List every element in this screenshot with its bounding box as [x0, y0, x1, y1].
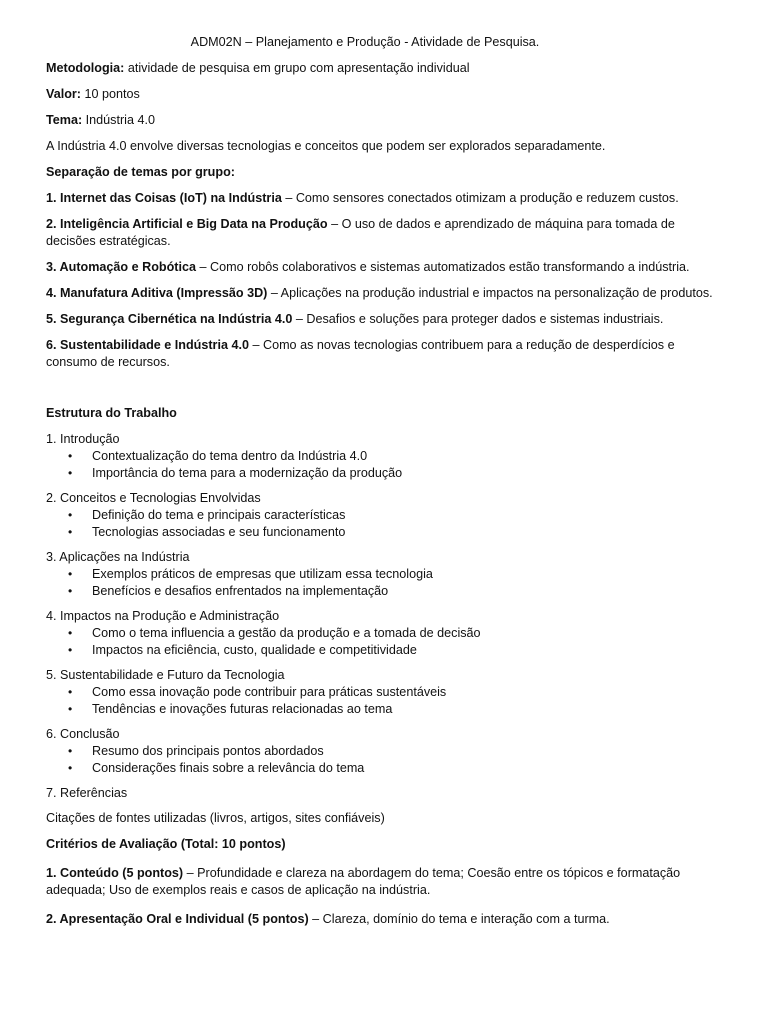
bullet-list	[46, 684, 720, 718]
outline-section	[46, 608, 720, 659]
bullet-item	[68, 684, 720, 701]
valor-value: 10 pontos	[81, 87, 140, 101]
group-desc: – Aplicações na produção industrial e impactos na personalização de produtos.	[267, 286, 713, 300]
structure-outline	[46, 431, 720, 802]
criteria-title: 2. Apresentação Oral e Individual (5 pontos)	[46, 912, 309, 926]
bullet-item	[68, 760, 720, 777]
group-desc: – O uso de dados e aprendizado de máquina para tomada de decisões estratégicas.	[46, 217, 675, 248]
metodologia-line	[46, 60, 720, 77]
bullet-text: Exemplos práticos de empresas que utilizam essa tecnologia	[92, 567, 433, 581]
bullet-item	[68, 701, 720, 718]
outline-section-title: 1. Introdução	[46, 432, 120, 446]
outline-section-title: 5. Sustentabilidade e Futuro da Tecnologia	[46, 668, 285, 682]
criteria-desc: – Clareza, domínio do tema e interação com a turma.	[308, 912, 610, 926]
bullet-item	[68, 524, 720, 541]
outline-section	[46, 667, 720, 718]
document-title: ADM02N – Planejamento e Produção - Atividade de Pesquisa.	[190, 35, 540, 49]
bullet-text: Benefícios e desafios enfrentados na implementação	[92, 584, 389, 598]
spacer	[46, 380, 720, 405]
bullet-text: Definição do tema e principais características	[92, 508, 346, 522]
bullet-list	[46, 743, 720, 777]
bullet-text: Resumo dos principais pontos abordados	[92, 744, 324, 758]
bullet-icon: •	[68, 508, 73, 522]
bullet-item	[68, 507, 720, 524]
group-item	[46, 216, 720, 250]
bullet-icon: •	[68, 761, 73, 775]
bullet-icon: •	[68, 567, 73, 581]
bullet-icon: •	[68, 525, 73, 539]
group-item	[46, 259, 720, 276]
references-text: Citações de fontes utilizadas (livros, artigos, sites confiáveis)	[46, 811, 385, 825]
criteria-desc: – Profundidade e clareza na abordagem do tema; Coesão entre os tópicos e formatação adequada; Uso de exemplos reais e casos de aplicação na indústria.	[46, 866, 681, 897]
bullet-list	[46, 507, 720, 541]
bullet-text: Tendências e inovações futuras relacionadas ao tema	[92, 702, 393, 716]
tema-label: Tema:	[46, 113, 83, 127]
bullet-item	[68, 448, 720, 465]
metodologia-label: Metodologia:	[46, 61, 125, 75]
group-desc: – Como robôs colaborativos e sistemas automatizados estão transformando a indústria.	[196, 260, 690, 274]
outline-section	[46, 549, 720, 600]
criteria-title: 1. Conteúdo (5 pontos)	[46, 866, 184, 880]
bullet-item	[68, 583, 720, 600]
group-title: 1. Internet das Coisas (IoT) na Indústria	[46, 191, 282, 205]
bullet-text: Tecnologias associadas e seu funcionamento	[92, 525, 346, 539]
bullet-icon: •	[68, 685, 73, 699]
criteria-heading-text: Critérios de Avaliação (Total: 10 pontos)	[46, 837, 286, 851]
outline-section	[46, 726, 720, 777]
tema-value: Indústria 4.0	[82, 113, 155, 127]
structure-heading	[46, 405, 720, 422]
criteria-heading	[46, 836, 720, 853]
groups-list	[46, 190, 720, 371]
group-desc: – Como as novas tecnologias contribuem para a redução de desperdícios e consumo de recursos.	[46, 338, 675, 369]
bullet-text: Como essa inovação pode contribuir para práticas sustentáveis	[92, 685, 447, 699]
bullet-list	[46, 566, 720, 600]
bullet-text: Como o tema influencia a gestão da produção e a tomada de decisão	[92, 626, 481, 640]
valor-line	[46, 86, 720, 103]
outline-section-title: 3. Aplicações na Indústria	[46, 550, 190, 564]
bullet-text: Considerações finais sobre a relevância do tema	[92, 761, 365, 775]
intro-paragraph: A Indústria 4.0 envolve diversas tecnologias e conceitos que podem ser explorados separadamente.	[46, 139, 606, 153]
group-title: 2. Inteligência Artificial e Big Data na Produção	[46, 217, 328, 231]
structure-heading-text: Estrutura do Trabalho	[46, 406, 177, 420]
group-item	[46, 311, 720, 328]
bullet-icon: •	[68, 643, 73, 657]
bullet-list	[46, 448, 720, 482]
group-title: 6. Sustentabilidade e Indústria 4.0	[46, 338, 249, 352]
bullet-icon: •	[68, 702, 73, 716]
bullet-text: Importância do tema para a modernização da produção	[92, 466, 403, 480]
outline-section-title: 7. Referências	[46, 786, 128, 800]
bullet-item	[68, 465, 720, 482]
outline-section	[46, 785, 720, 802]
outline-section-title: 4. Impactos na Produção e Administração	[46, 609, 280, 623]
bullet-text: Contextualização do tema dentro da Indústria 4.0	[92, 449, 368, 463]
outline-section-title: 2. Conceitos e Tecnologias Envolvidas	[46, 491, 261, 505]
bullet-item	[68, 743, 720, 760]
bullet-list	[46, 625, 720, 659]
tema-line	[46, 112, 720, 129]
bullet-icon: •	[68, 466, 73, 480]
outline-section-title: 6. Conclusão	[46, 727, 120, 741]
criteria-item	[46, 911, 720, 928]
group-desc: – Como sensores conectados otimizam a produção e reduzem custos.	[281, 191, 679, 205]
group-item	[46, 337, 720, 371]
bullet-icon: •	[68, 449, 73, 463]
bullet-item	[68, 566, 720, 583]
criteria-item	[46, 865, 720, 899]
group-desc: – Desafios e soluções para proteger dados e sistemas industriais.	[292, 312, 664, 326]
metodologia-value: atividade de pesquisa em grupo com apresentação individual	[124, 61, 470, 75]
group-title: 3. Automação e Robótica	[46, 260, 196, 274]
bullet-text: Impactos na eficiência, custo, qualidade e competitividade	[92, 643, 417, 657]
outline-section	[46, 490, 720, 541]
groups-heading	[46, 164, 720, 181]
bullet-icon: •	[68, 744, 73, 758]
groups-heading-text: Separação de temas por grupo:	[46, 165, 235, 179]
outline-section	[46, 431, 720, 482]
bullet-item	[68, 625, 720, 642]
group-item	[46, 190, 720, 207]
bullet-item	[68, 642, 720, 659]
group-title: 5. Segurança Cibernética na Indústria 4.0	[46, 312, 293, 326]
bullet-icon: •	[68, 584, 73, 598]
group-item	[46, 285, 720, 302]
group-title: 4. Manufatura Aditiva (Impressão 3D)	[46, 286, 268, 300]
bullet-icon: •	[68, 626, 73, 640]
valor-label: Valor:	[46, 87, 81, 101]
